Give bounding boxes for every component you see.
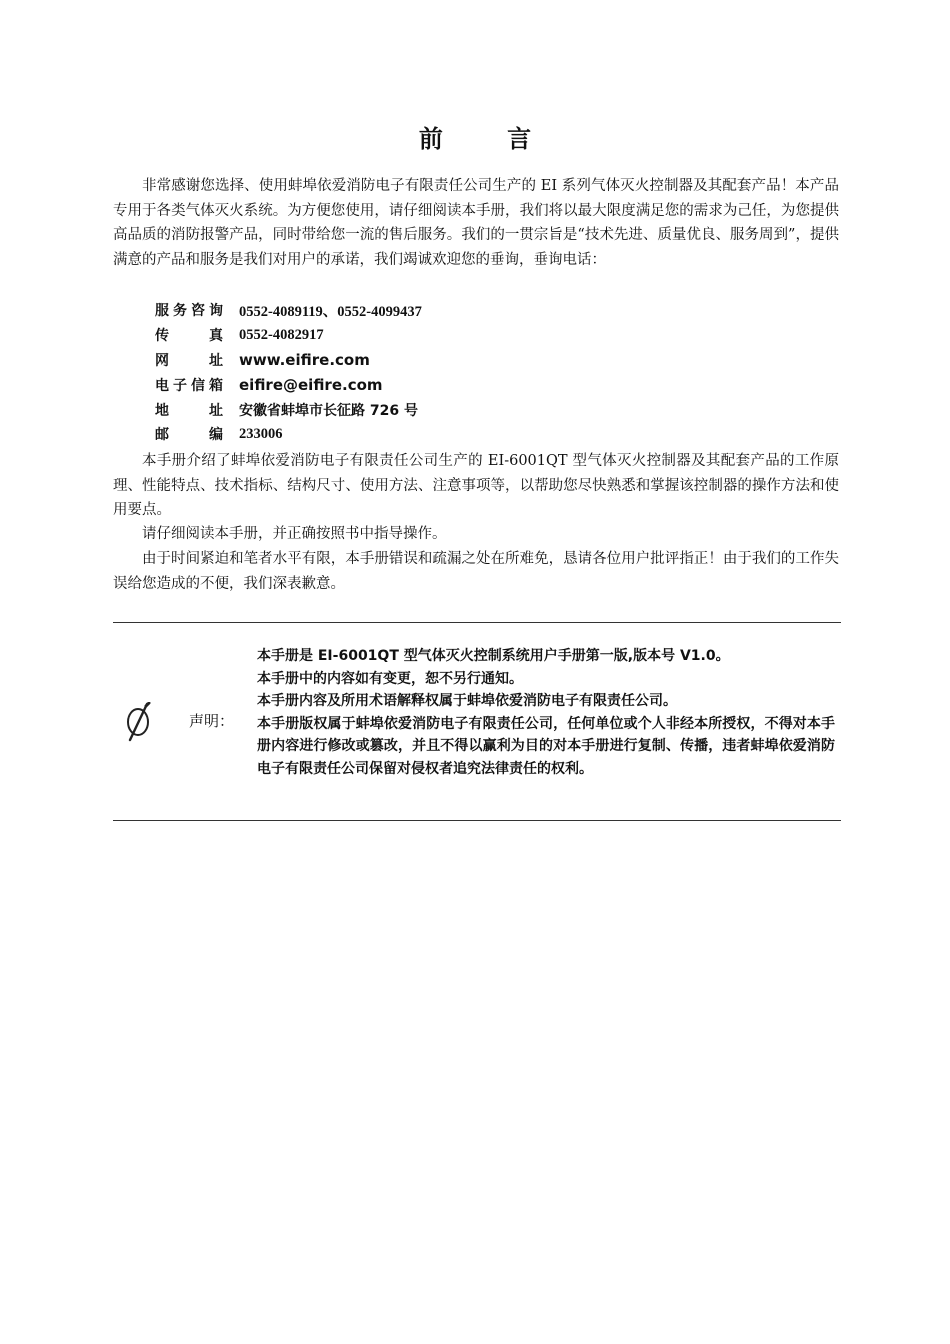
notice-top-divider bbox=[113, 622, 841, 623]
notice-line: 本手册中的内容如有变更，恕不另行通知。 bbox=[257, 670, 523, 687]
note-pen-icon bbox=[124, 702, 156, 742]
apology-section bbox=[113, 547, 839, 596]
notice-line: 本手册是 EI-6001QT 型气体灭火控制系统用户手册第一版,版本号 V1.0。 bbox=[257, 648, 730, 664]
contact-row-email bbox=[155, 372, 422, 397]
contact-row-postcode bbox=[155, 422, 422, 447]
contact-label: 地址 bbox=[155, 402, 223, 419]
contact-row-address bbox=[155, 397, 422, 422]
contact-value: 安徽省蚌埠市长征路 726 号 bbox=[239, 402, 418, 419]
website-link[interactable]: www.eifire.com bbox=[239, 350, 370, 369]
notice-bottom-divider bbox=[113, 820, 841, 821]
contact-label: 电子信箱 bbox=[155, 377, 223, 394]
page-title: 前 言 bbox=[418, 125, 560, 153]
manual-intro-paragraph: 本手册介绍了蚌埠依爱消防电子有限责任公司生产的 EI-6001QT 型气体灭火控制器及其配套产品的工作原理、性能特点、技术指标、结构尺寸、使用方法、注意事项等，以帮助您尽快熟悉和掌握该控制器的操作方法和使用要点。 bbox=[113, 453, 839, 518]
notice-label: 声明： bbox=[189, 712, 235, 730]
email-link[interactable]: eifire@eifire.com bbox=[239, 375, 383, 394]
notice-line: 本手册内容及所用术语解释权属于蚌埠依爱消防电子有限责任公司。 bbox=[257, 693, 677, 709]
contact-label: 网址 bbox=[155, 352, 223, 369]
contact-value: 0552-4089119、0552-4099437 bbox=[239, 303, 422, 320]
intro-section bbox=[113, 174, 839, 272]
manual-intro-section bbox=[113, 449, 839, 523]
contact-value: 233006 bbox=[239, 425, 283, 442]
apology-paragraph: 由于时间紧迫和笔者水平有限，本手册错误和疏漏之处在所难免，恳请各位用户批评指正！由于我们的工作失误给您造成的不便，我们深表歉意。 bbox=[113, 551, 839, 592]
notice-text bbox=[257, 645, 835, 780]
contact-row-service bbox=[155, 298, 422, 323]
notice-line: 本手册版权属于蚌埠依爱消防电子有限责任公司，任何单位或个人非经本所授权，不得对本手册内容进行修改或篡改，并且不得以赢利为目的对本手册进行复制、传播，违者蚌埠依爱消防电子有限责任公司保留对侵权者追究法律责任的权利。 bbox=[257, 715, 835, 777]
contact-label: 邮编 bbox=[155, 427, 223, 444]
contact-row-fax bbox=[155, 323, 422, 348]
contact-list bbox=[155, 298, 422, 447]
contact-label: 传真 bbox=[155, 328, 223, 345]
contact-label: 服务咨询 bbox=[155, 303, 223, 320]
instruction-section bbox=[113, 522, 839, 547]
intro-paragraph: 非常感谢您选择、使用蚌埠依爱消防电子有限责任公司生产的 EI 系列气体灭火控制器及其配套产品！本产品专用于各类气体灭火系统。为方便您使用，请仔细阅读本手册，我们将以最大限度满足您的需求为己任，为您提供高品质的消防报警产品，同时带给您一流的售后服务。我们的一贯宗旨是“技术先进、质量优良、服务周到”，提供满意的产品和服务是我们对用户的承诺，我们竭诚欢迎您的垂询，垂询电话： bbox=[113, 178, 839, 268]
contact-row-website bbox=[155, 348, 422, 373]
contact-value: 0552-4082917 bbox=[239, 326, 324, 343]
instruction-paragraph: 请仔细阅读本手册，并正确按照书中指导操作。 bbox=[142, 526, 447, 542]
